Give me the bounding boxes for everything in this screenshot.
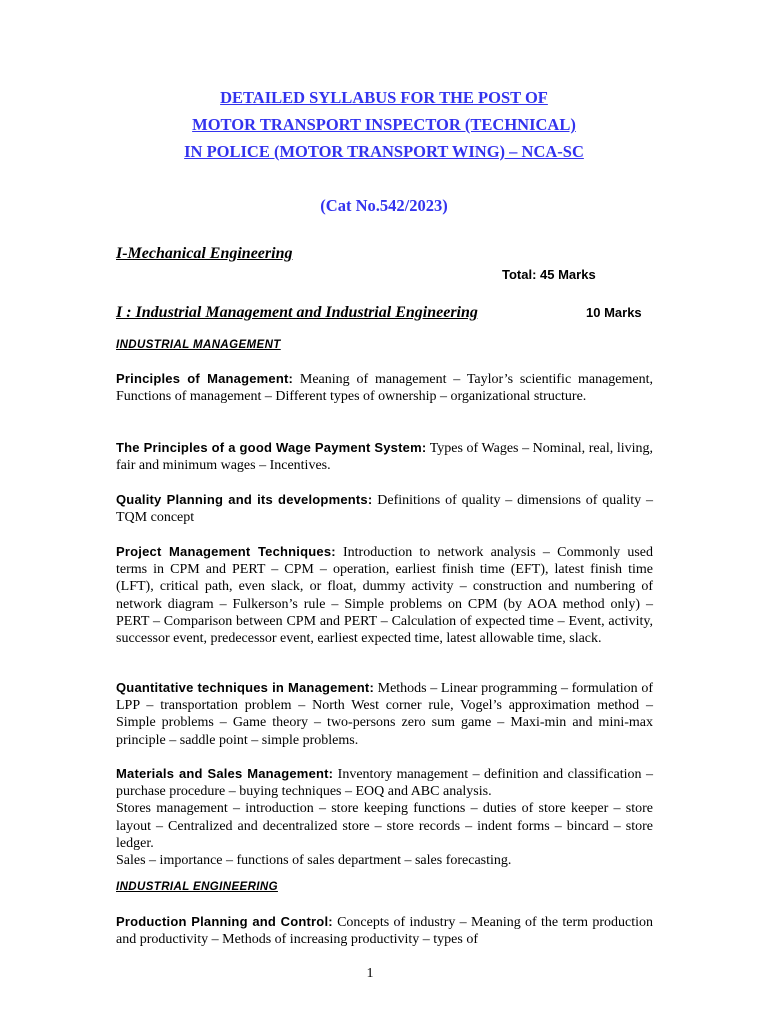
paragraph-term: The Principles of a good Wage Payment System:	[116, 440, 427, 455]
module-marks: 10 Marks	[586, 305, 642, 320]
paragraph-project-management	[116, 543, 653, 647]
paragraph-text: Inventory management – definition and classification – purchase procedure – buying techniques – EOQ and ABC analysis.	[116, 767, 653, 800]
paragraph-term: Production Planning and Control:	[116, 914, 333, 929]
paragraph-term: Principles of Management:	[116, 371, 294, 386]
paragraph-text: Definitions of quality – dimensions of quality – TQM concept	[116, 493, 653, 526]
paragraph-term: Materials and Sales Management:	[116, 766, 334, 781]
module-heading: I : Industrial Management and Industrial Engineering	[116, 304, 478, 321]
subheading-industrial-management: INDUSTRIAL MANAGEMENT	[116, 339, 281, 351]
title-line-2: MOTOR TRANSPORT INSPECTOR (TECHNICAL)	[192, 115, 576, 134]
paragraph-text: Types of Wages – Nominal, real, living, fair and minimum wages – Incentives.	[116, 441, 653, 474]
category-number: (Cat No.542/2023)	[320, 196, 448, 215]
paragraph-text: Methods – Linear programming – formulation of LPP – transportation problem – North West corner rule, Vogel’s approximation method – Simple problems – Game theory – two-persons zero sum game – Maxi-min and mini-max principle – saddle point – simple problems.	[116, 681, 653, 748]
paragraph-term: Quality Planning and its developments:	[116, 492, 373, 507]
paragraph-materials-sales	[116, 765, 653, 869]
part-heading: I-Mechanical Engineering	[116, 245, 293, 262]
paragraph-term: Quantitative techniques in Management:	[116, 680, 374, 695]
paragraph-text: Meaning of management – Taylor’s scientific management, Functions of management – Different types of ownership – organizational structure.	[116, 372, 654, 405]
page-number: 1	[366, 966, 374, 981]
paragraph-production-planning	[116, 913, 653, 948]
paragraph-term: Project Management Techniques:	[116, 544, 336, 559]
paragraph-text-stores: Stores management – introduction – store keeping functions – duties of store keeper – store layout – Centralized and decentralized store – store records – indent forms – bincard – store ledger.	[116, 801, 653, 851]
title-line-1: DETAILED SYLLABUS FOR THE POST OF	[220, 88, 548, 107]
paragraph-text: Concepts of industry – Meaning of the term production and productivity – Methods of increasing productivity – types of	[116, 915, 654, 948]
total-marks: Total: 45 Marks	[502, 267, 596, 282]
paragraph-quantitative-techniques	[116, 679, 653, 749]
paragraph-principles-of-management	[116, 370, 653, 405]
paragraph-text: Introduction to network analysis – Commonly used terms in CPM and PERT – CPM – operation, earliest finish time (EFT), latest finish time (LFT), critical path, even slack, or float, dummy activity – construction and numbering of network diagram – Fulkerson’s rule – Simple problems on CPM (by AOA method only) – PERT – Comparison between CPM and PERT – Calculation of expected time – Event, activity, successor event, predecessor event, earliest expected time, latest allowable time, slack.	[116, 545, 653, 647]
paragraph-quality-planning	[116, 491, 653, 526]
title-line-3: IN POLICE (MOTOR TRANSPORT WING) – NCA-SC	[184, 142, 584, 161]
paragraph-text-sales: Sales – importance – functions of sales department – sales forecasting.	[116, 853, 512, 869]
subheading-industrial-engineering: INDUSTRIAL ENGINEERING	[116, 881, 278, 893]
paragraph-wage-payment	[116, 439, 653, 474]
